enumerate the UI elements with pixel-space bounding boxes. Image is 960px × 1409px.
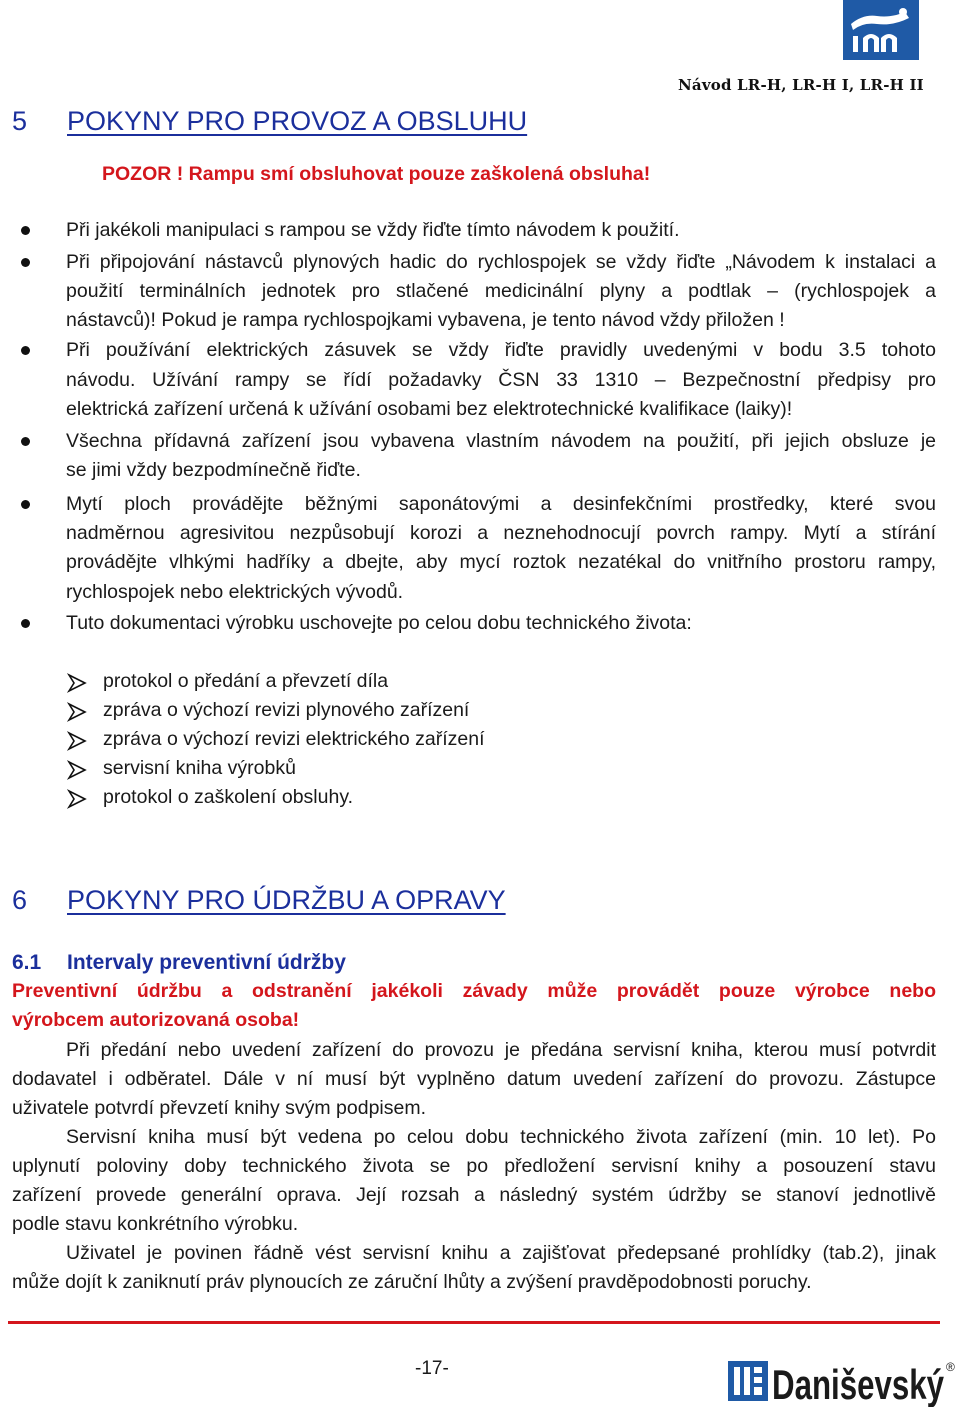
arrow-bullet-icon <box>67 760 87 780</box>
paragraph-line: uplynutí poloviny doby technického života se po předložení servisní knihy a posouzení stavu <box>12 1155 936 1177</box>
paragraph-line: může dojít k zaniknutí práv plynoucích ze záruční lhůty a zvýšení pravděpodobnosti poruchy. <box>12 1271 812 1293</box>
paragraph-line: Servisní kniha musí být vedena po celou dobu technického života zařízení (min. 10 let). Po <box>66 1126 936 1148</box>
warning-text: Preventivní údržbu a odstranění jakékoli závady může provádět pouze výrobce nebo <box>12 980 936 1002</box>
bullet-text: Při používání elektrických zásuvek se vždy řiďte pravidly uvedenými v bodu 3.5 tohoto <box>66 339 936 361</box>
bullet-icon <box>21 226 30 235</box>
company-emblem-icon <box>843 0 919 60</box>
section-6-heading <box>12 882 612 918</box>
bullet-text: nadměrnou agresivitou nezpůsobují korozi a neznehodnocují povrch rampy. Mytí a stírání <box>66 522 936 544</box>
bullet-icon <box>21 437 30 446</box>
list-item: zpráva o výchozí revizi elektrického zařízení <box>103 728 485 750</box>
paragraph-line: dodavatel i odběratel. Dále v ní musí být vyplněno datum uvedení zařízení do provozu. Zástupce <box>12 1068 936 1090</box>
subsection-number: 6.1 <box>12 951 42 974</box>
subsection-6-1-heading <box>12 948 612 978</box>
warning-text: výrobcem autorizovaná osoba! <box>12 1009 300 1031</box>
paragraph-line: podle stavu konkrétního výrobku. <box>12 1213 299 1235</box>
registered-mark: ® <box>946 1360 955 1374</box>
bullet-text: se jimi vždy bezpodmínečně řiďte. <box>66 459 361 481</box>
bullet-icon <box>21 619 30 628</box>
section-title: POKYNY PRO PROVOZ A OBSLUHU <box>67 106 528 136</box>
bullet-icon <box>21 258 30 267</box>
warning-text: POZOR ! Rampu smí obsluhovat pouze zaškolená obsluha! <box>102 163 651 185</box>
bullet-icon <box>21 500 30 509</box>
bullet-icon <box>21 346 30 355</box>
arrow-bullet-icon <box>67 731 87 751</box>
paragraph-line: uživatele potvrdí převzetí knihy svým podpisem. <box>12 1097 427 1119</box>
paragraph-line: Uživatel je povinen řádně vést servisní knihu a zajišťovat předepsané prohlídky (tab.2), jinak <box>66 1242 936 1264</box>
section-number: 6 <box>12 885 28 915</box>
brand-name: Daniševský <box>772 1361 945 1407</box>
page-number: -17- <box>415 1358 449 1379</box>
paragraph-line: Při předání nebo uvedení zařízení do provozu je předána servisní kniha, kterou musí potvrdit <box>66 1039 936 1061</box>
danisevsky-logo <box>726 1355 958 1407</box>
footer-divider <box>8 1321 940 1324</box>
section-number: 5 <box>12 106 28 136</box>
bullet-text: použití terminálních jednotek pro stlačené medicinální plyny a podtlak – (rychlospojek a <box>66 280 936 302</box>
bullet-text: Při připojování nástavců plynových hadic do rychlospojek se vždy řiďte „Návodem k instalaci a <box>66 251 936 273</box>
bullet-text: rychlospojek nebo elektrických vývodů. <box>66 581 404 603</box>
bullet-text: elektrická zařízení určená k užívání osobami bez elektrotechnické kvalifikace (laiky)! <box>66 398 793 420</box>
paragraph-line: zařízení provede generální oprava. Její rozsah a následný systém údržby se stanoví jednotlivě <box>12 1184 936 1206</box>
bullet-text: nástavců)! Pokud je rampa rychlospojkami vybavena, je tento návod vždy přiložen ! <box>66 309 785 331</box>
list-item: protokol o zaškolení obsluhy. <box>103 786 354 808</box>
bullet-text: Tuto dokumentaci výrobku uschovejte po celou dobu technického života: <box>66 612 692 634</box>
arrow-bullet-icon <box>67 702 87 722</box>
list-item: zpráva o výchozí revizi plynového zařízení <box>103 699 470 721</box>
section-5-heading <box>12 103 612 139</box>
list-item: protokol o předání a převzetí díla <box>103 670 389 692</box>
section-title: POKYNY PRO ÚDRŽBU A OPRAVY <box>67 885 506 915</box>
bullet-text: návodu. Užívání rampy se řídí požadavky ČSN 33 1310 – Bezpečnostní předpisy pro <box>66 369 936 391</box>
arrow-bullet-icon <box>67 673 87 693</box>
bullet-text: Mytí ploch provádějte běžnými saponátovými a desinfekčními prostředky, které svou <box>66 493 936 515</box>
subsection-title: Intervaly preventivní údržby <box>67 951 346 974</box>
bullet-text: provádějte vlhkými hadříky a dbejte, aby mycí roztok nezatékal do vnitřního prostoru rampy, <box>66 551 936 573</box>
bullet-text: Všechna přídavná zařízení jsou vybavena vlastním návodem na použití, při jejich obsluze je <box>66 430 936 452</box>
bullet-text: Při jakékoli manipulaci s rampou se vždy řiďte tímto návodem k použití. <box>66 219 680 241</box>
document-header: Návod LR-H, LR-H I, LR-H II <box>678 76 924 94</box>
arrow-bullet-icon <box>67 789 87 809</box>
list-item: servisní kniha výrobků <box>103 757 296 779</box>
